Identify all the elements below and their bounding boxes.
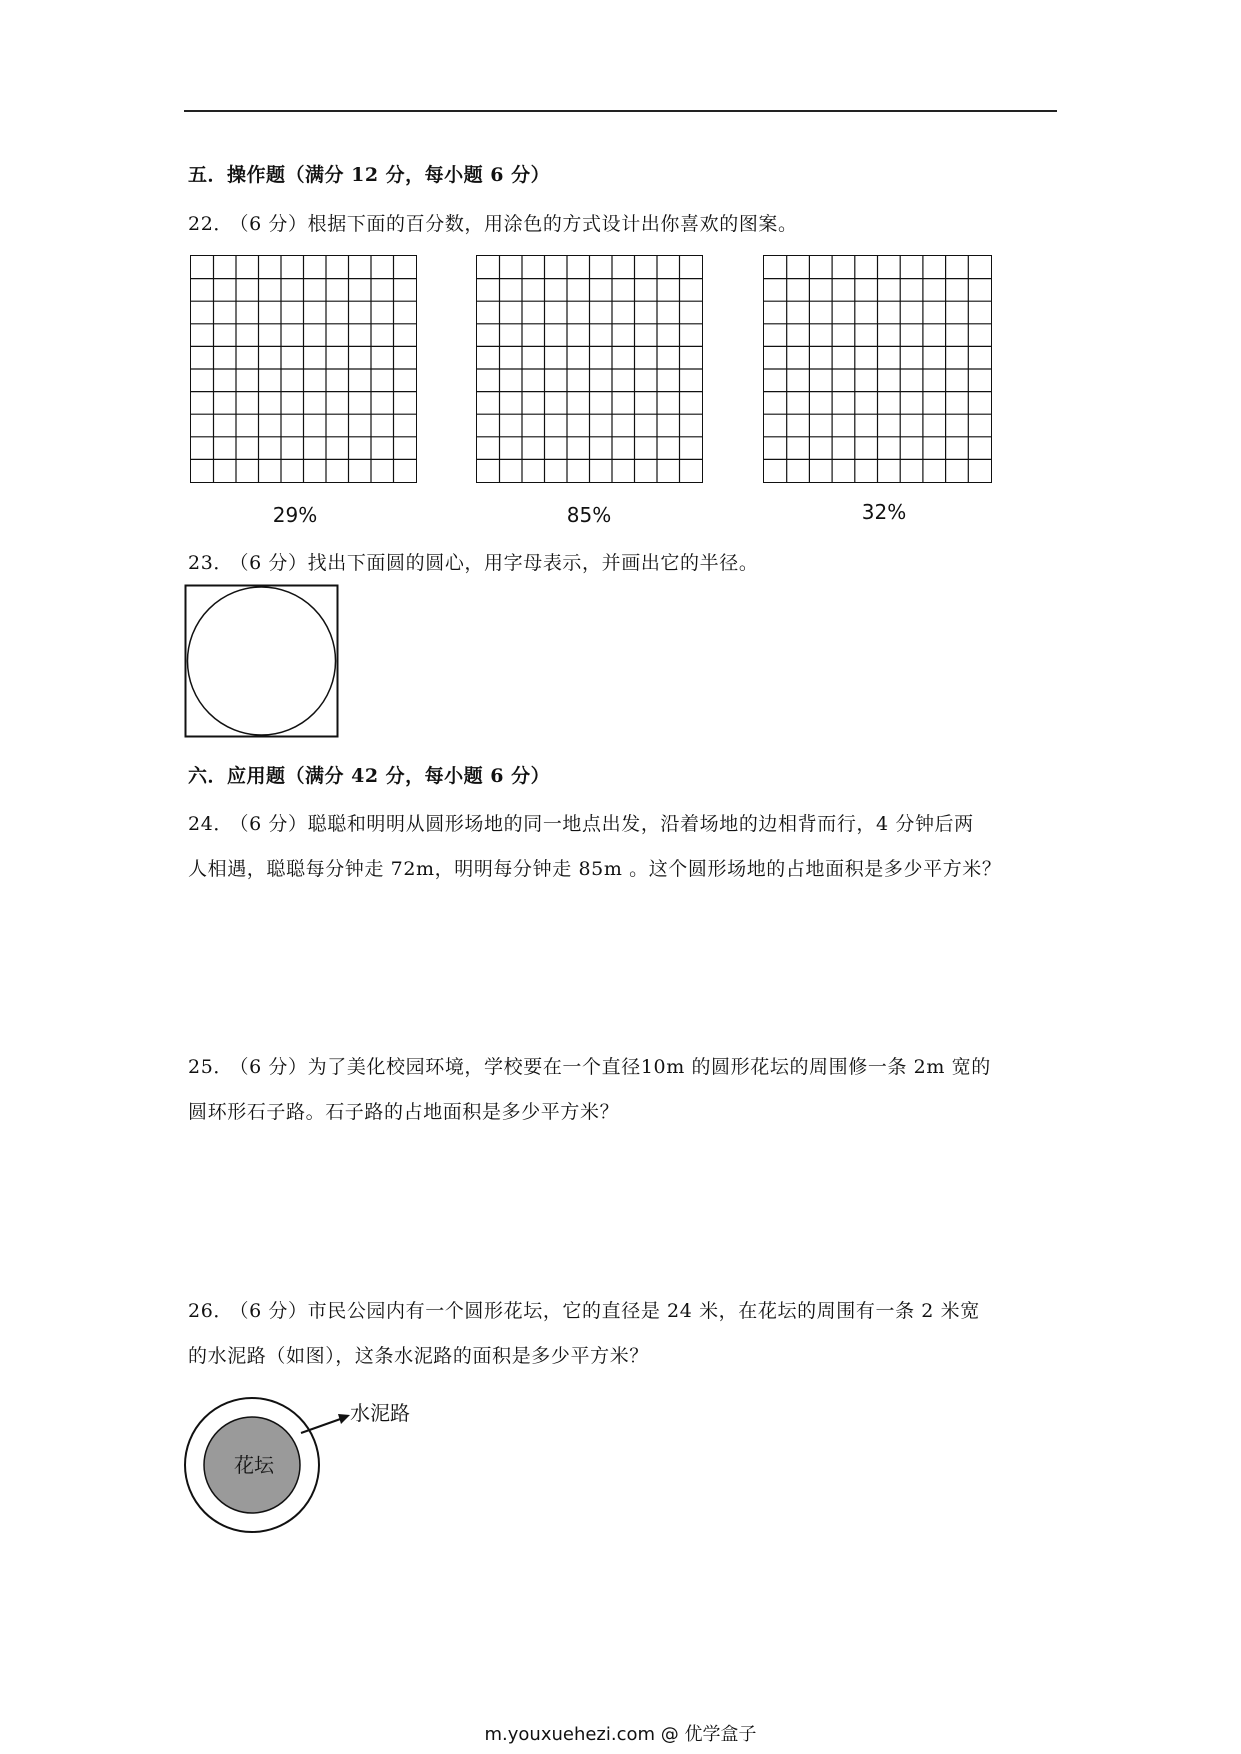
- grid-lines: [191, 256, 416, 482]
- grid-29-percent[interactable]: [190, 255, 417, 483]
- question-24-line2: 人相遇，聪聪每分钟走 72m，明明每分钟走 85m 。这个圆形场地的占地面积是多少平方米？: [188, 858, 1002, 880]
- question-25-number: 25．: [188, 1056, 233, 1078]
- road-label: 水泥路: [350, 1401, 410, 1425]
- circle-outline: [188, 587, 336, 735]
- grid-32-percent[interactable]: [763, 255, 992, 483]
- grid-label-85: 85%: [566, 503, 612, 527]
- flowerbed-figure: [184, 1395, 444, 1540]
- grid-lines: [477, 256, 702, 482]
- question-24-number: 24．: [188, 813, 233, 835]
- question-22-number: 22．: [188, 213, 233, 235]
- question-25-line2: 圆环形石子路。石子路的占地面积是多少平方米？: [188, 1101, 620, 1123]
- answer-space-24[interactable]: [184, 900, 1057, 1050]
- header-rule: [184, 110, 1057, 112]
- question-24: [188, 809, 1002, 884]
- grid-85-percent[interactable]: [476, 255, 703, 483]
- question-24-line1: （6 分）聪聪和明明从圆形场地的同一地点出发，沿着场地的边相背而行，4 分钟后两: [238, 813, 974, 835]
- question-22: [188, 209, 798, 239]
- section-6-heading: 六．应用题（满分 42 分，每小题 6 分）: [188, 765, 551, 787]
- question-26-number: 26．: [188, 1300, 233, 1322]
- arrow-head-icon: [338, 1414, 350, 1424]
- answer-space-25[interactable]: [184, 1140, 1057, 1280]
- question-26-line2: 的水泥路（如图），这条水泥路的面积是多少平方米？: [188, 1345, 649, 1367]
- circle-in-square-figure[interactable]: [184, 584, 340, 738]
- question-23-number: 23．: [188, 552, 233, 574]
- question-26: [188, 1296, 980, 1371]
- square-outline: [186, 586, 338, 737]
- grid-label-29: 29%: [272, 503, 318, 527]
- question-22-text: （6 分）根据下面的百分数，用涂色的方式设计出你喜欢的图案。: [238, 213, 798, 235]
- question-25-line1: （6 分）为了美化校园环境，学校要在一个直径10m 的圆形花坛的周围修一条 2m 宽的: [238, 1056, 991, 1078]
- question-25: [188, 1052, 991, 1127]
- grid-lines: [764, 256, 991, 482]
- question-23-text: （6 分）找出下面圆的圆心，用字母表示，并画出它的半径。: [238, 552, 759, 574]
- flowerbed-label: 花坛: [234, 1453, 274, 1477]
- question-23: [188, 548, 758, 578]
- question-26-line1: （6 分）市民公园内有一个圆形花坛，它的直径是 24 米，在花坛的周围有一条 2 米宽: [238, 1300, 980, 1322]
- footer-watermark: m.youxuehezi.com @ 优学盒子: [484, 1724, 757, 1745]
- grid-label-32: 32%: [861, 500, 907, 524]
- arrow-line: [301, 1417, 346, 1433]
- section-5-heading: 五．操作题（满分 12 分，每小题 6 分）: [188, 164, 551, 186]
